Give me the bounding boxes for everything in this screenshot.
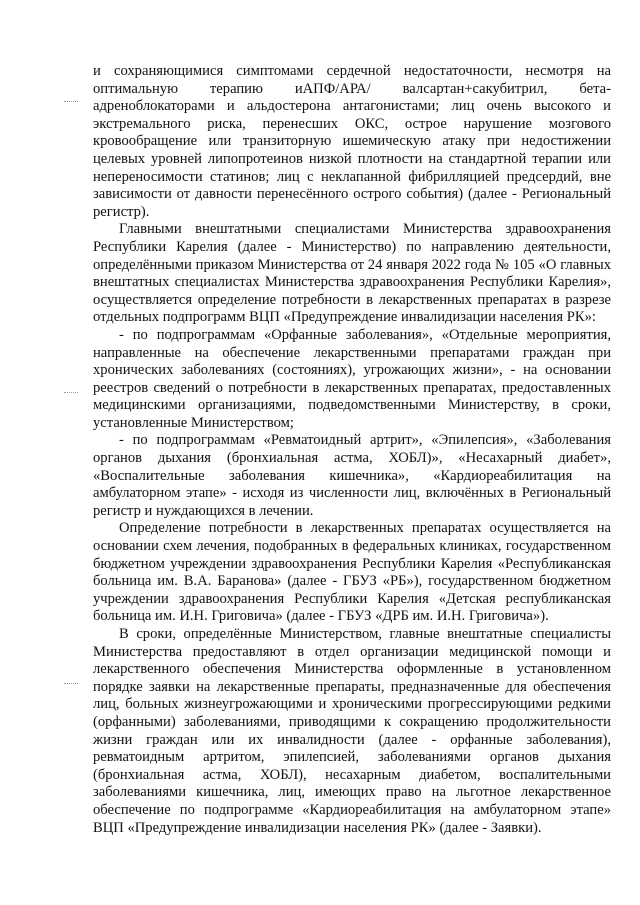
list-item-orphan: - по подпрограммам «Орфанные заболевания», «Отдельные мероприятия, направленные на обеспечение лекарственными препаратами граждан при хронических заболеваниях (состояниях), угрожающих жизни», - на основании реестров сведений о потребности в лекарственных препаратах, предоставленных медицинскими организациями, подведомственными Министерству, в сроки, установленные Министерством;: [93, 326, 611, 431]
paragraph-applications: В сроки, определённые Министерством, главные внештатные специалисты Министерства предоставляют в отдел организации медицинской помощи и лекарственного обеспечения Министерства оформленные в установленном порядке заявки на лекарственные препараты, предназначенные для обеспечения лиц, больных жизнеугрожающими и хроническими прогрессирующими редкими (орфанными) заболеваниями, приводящими к сокращению продолжительности жизни граждан или их инвалидности (далее - орфанные заболевания), ревматоидным артритом, эпилепсией, заболеваниями органов дыхания (бронхиальная астма, ХОБЛ), несахарным диабетом, воспалительными заболеваниями кишечника, лиц, имеющих право на льготное лекарственное обеспечение по подпрограмме «Кардиореабилитация на амбулаторном этапе» ВЦП «Предупреждение инвалидизации населения РК» (далее - Заявки).: [93, 626, 611, 836]
margin-mark: [64, 101, 78, 102]
paragraph-treatment-schemes: Определение потребности в лекарственных препаратах осуществляется на основании схем лечения, подобранных в федеральных клиниках, государственном бюджетном учреждении здравоохранения Республики Карелия «Республиканская больница им. В.А. Баранова» (далее - ГБУЗ «РБ»), государственном бюджетном учреждении здравоохранения Республики Карелия «Детская республиканская больница им. И.Н. Григовича» (далее - ГБУЗ «ДРБ им. И.Н. Григовича»).: [93, 520, 611, 625]
paragraph-chief-specialists: Главными внештатными специалистами Министерства здравоохранения Республики Карелия (далее - Министерство) по направлению деятельности, определёнными приказом Министерства от 24 января 2022 года № 105 «О главных внештатных специалистах Министерства здравоохранения Республики Карелия», осуществляется определение потребности в лекарственных препаратах в разрезе отдельных подпрограмм ВЦП «Предупреждение инвалидизации населения РК»:: [93, 221, 611, 326]
margin-mark: [64, 683, 78, 684]
document-body: [93, 63, 611, 837]
margin-mark: [64, 392, 78, 393]
paragraph-continuation: и сохраняющимися симптомами сердечной недостаточности, несмотря на оптимальную терапию иАПФ/АРА/ валсартан+сакубитрил, бета-адреноблокаторами и альдостерона антагонистами; лиц очень высокого и экстремального риска, перенесших ОКС, острое нарушение мозгового кровообращение или транзиторную ишемическую атаку при недостижении целевых уровней липопротеинов низкой плотности на стандартной терапии или непереносимости статинов; лиц с неклапанной фибрилляцией предсердий, вне зависимости от давности перенесённого острого события) (далее - Региональный регистр).: [93, 63, 611, 220]
list-item-registry: - по подпрограммам «Ревматоидный артрит», «Эпилепсия», «Заболевания органов дыхания (бронхиальная астма, ХОБЛ)», «Несахарный диабет», «Воспалительные заболевания кишечника», «Кардиореабилитация на амбулаторном этапе» - исходя из численности лиц, включённых в Региональный регистр и нуждающихся в лечении.: [93, 432, 611, 519]
